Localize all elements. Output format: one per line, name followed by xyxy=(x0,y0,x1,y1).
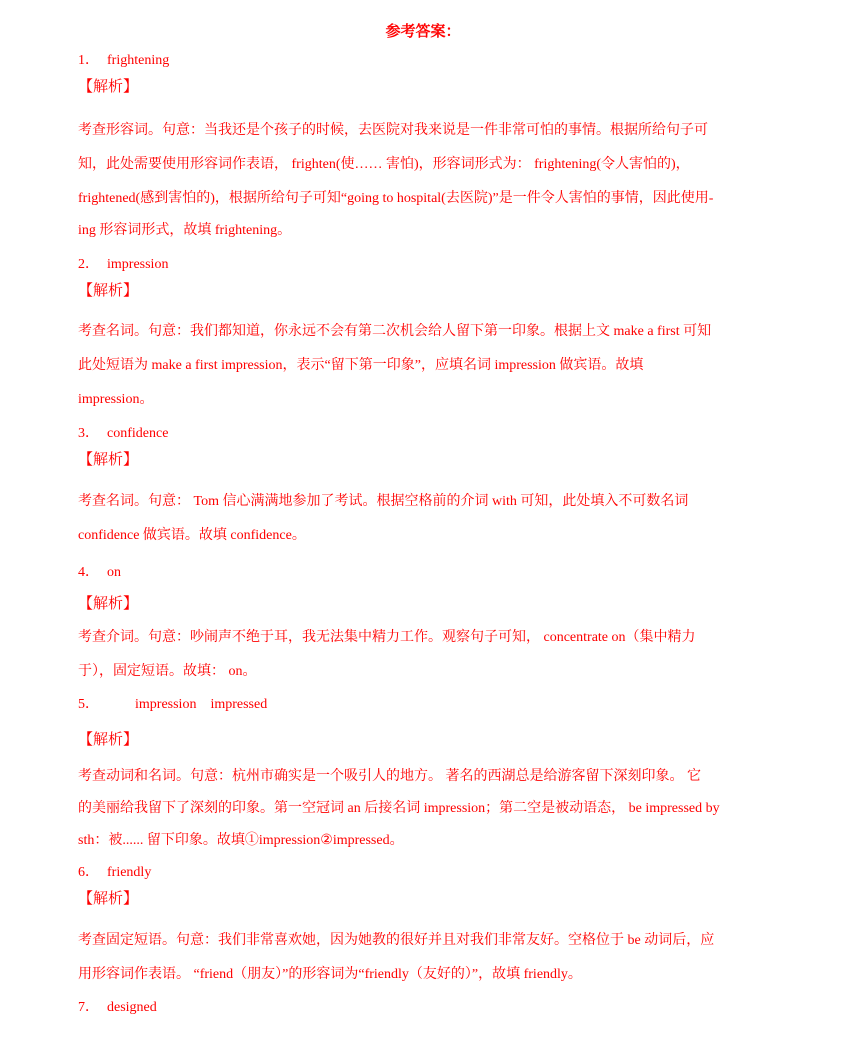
analysis-line: ing 形容词形式，故填 frightening。 xyxy=(78,223,292,238)
page-title: 参考答案： xyxy=(385,22,461,40)
analysis-line: 的美丽给我留下了深刻的印象。第一空冠词 an 后接名词 impression；第二空是被动语态， be impressed by xyxy=(78,801,720,816)
answer-text: impression xyxy=(135,697,197,712)
answer-text: impression xyxy=(107,257,169,272)
analysis-label: 【解析】 xyxy=(78,450,139,468)
answer-item-6 xyxy=(78,861,151,881)
analysis-line: 考查名词。句意： Tom 信心满满地参加了考试。根据空格前的介词 with 可知，此处填入不可数名词 xyxy=(78,494,689,509)
analysis-label: 【解析】 xyxy=(78,594,139,612)
analysis-label: 【解析】 xyxy=(78,281,139,299)
answer-number: 7． xyxy=(78,1000,99,1015)
answer-number: 1． xyxy=(78,53,99,68)
analysis-line: 用形容词作表语。 “friend（朋友）”的形容词为“friendly（友好的）”，故填 friendly。 xyxy=(78,967,582,982)
analysis-label: 【解析】 xyxy=(78,889,139,907)
analysis-label: 【解析】 xyxy=(78,77,139,95)
analysis-line: 考查形容词。句意：当我还是个孩子的时候，去医院对我来说是一件非常可怕的事情。根据所给句子可 xyxy=(78,123,708,138)
analysis-line: 考查名词。句意：我们都知道，你永远不会有第二次机会给人留下第一印象。根据上文 make a first 可知 xyxy=(78,324,712,339)
analysis-line: impression。 xyxy=(78,392,154,407)
answer-text: on xyxy=(107,565,121,580)
answer-number: 2． xyxy=(78,257,99,272)
answer-number: 6． xyxy=(78,865,99,880)
answer-text: friendly xyxy=(107,865,152,880)
answer-text: frightening xyxy=(107,53,170,68)
analysis-line: 考查介词。句意：吵闹声不绝于耳，我无法集中精力工作。观察句子可知， concentrate on（集中精力 xyxy=(78,630,696,645)
answer-text: confidence xyxy=(107,426,169,441)
analysis-line: 考查动词和名词。句意：杭州市确实是一个吸引人的地方。 著名的西湖总是给游客留下深刻印象。 它 xyxy=(78,769,701,784)
answer-item-5 xyxy=(78,693,267,713)
answer-text-second: impressed xyxy=(210,697,268,712)
answer-item-1 xyxy=(78,49,169,69)
analysis-line: frightened(感到害怕的)，根据所给句子可知“going to hospital(去医院)”是一件令人害怕的事情，因此使用- xyxy=(78,191,714,206)
analysis-line: 于），固定短语。故填： on。 xyxy=(78,664,257,679)
analysis-label: 【解析】 xyxy=(78,730,139,748)
analysis-line: 知，此处需要使用形容词作表语， frighten(使…… 害怕)，形容词形式为： frightening(令人害怕的)， xyxy=(78,157,690,172)
answer-item-3 xyxy=(78,422,168,442)
answer-number: 4． xyxy=(78,565,99,580)
analysis-line: sth：被...... 留下印象。故填①impression②impressed。 xyxy=(78,833,404,848)
analysis-line: confidence 做宾语。故填 confidence。 xyxy=(78,528,306,543)
answer-number: 5． xyxy=(78,697,99,712)
answer-number: 3． xyxy=(78,426,99,441)
analysis-line: 此处短语为 make a first impression，表示“留下第一印象”，应填名词 impression 做宾语。故填 xyxy=(78,358,644,373)
answer-item-2 xyxy=(78,253,168,273)
answer-item-7 xyxy=(78,996,157,1016)
answer-item-4 xyxy=(78,561,121,581)
analysis-line: 考查固定短语。句意：我们非常喜欢她，因为她教的很好并且对我们非常友好。空格位于 be 动词后，应 xyxy=(78,933,715,948)
answer-text: designed xyxy=(107,1000,157,1015)
